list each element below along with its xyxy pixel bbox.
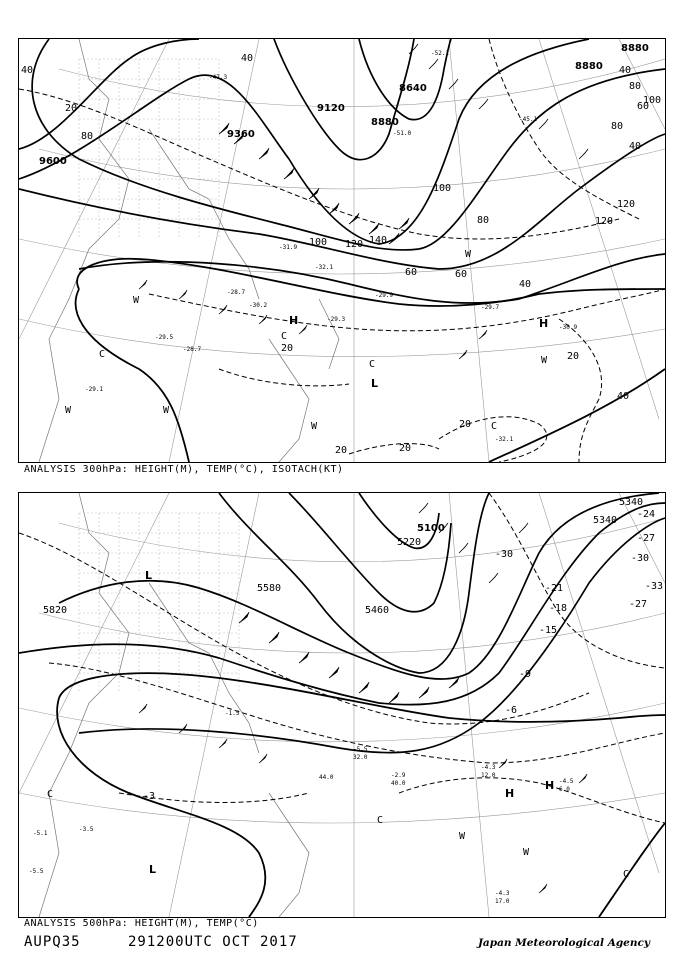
height-label: 8880 xyxy=(621,43,649,54)
isotherms xyxy=(19,493,665,823)
svg-text:-6: -6 xyxy=(505,705,518,716)
height-label: 5820 xyxy=(43,605,68,616)
svg-text:120: 120 xyxy=(345,239,364,250)
contour-5820-west xyxy=(57,698,265,917)
svg-text:-29.9: -29.9 xyxy=(375,292,394,299)
warm-center: W xyxy=(163,405,170,416)
isotach-40 xyxy=(77,259,665,306)
svg-text:-5.1: -5.1 xyxy=(33,830,48,837)
pressure-centers xyxy=(47,569,629,880)
svg-text:-3: -3 xyxy=(143,791,156,802)
svg-text:100: 100 xyxy=(433,183,452,194)
wind-barbs xyxy=(139,44,588,359)
warm-center: W xyxy=(465,249,472,260)
warm-center: W xyxy=(459,831,466,842)
svg-text:100: 100 xyxy=(643,95,662,106)
svg-text:40: 40 xyxy=(241,53,254,64)
warm-center: W xyxy=(65,405,72,416)
svg-text:40: 40 xyxy=(21,65,34,76)
svg-text:44.0: 44.0 xyxy=(319,774,334,781)
land-hatch xyxy=(79,513,239,693)
svg-text:-24: -24 xyxy=(637,509,656,520)
svg-text:20: 20 xyxy=(281,343,294,354)
svg-text:-52.1: -52.1 xyxy=(431,50,450,57)
chart-500hpa xyxy=(18,492,666,918)
svg-text:-5.5: -5.5 xyxy=(29,868,44,875)
svg-text:-32.1: -32.1 xyxy=(495,436,514,443)
svg-text:20: 20 xyxy=(567,351,580,362)
svg-text:-27: -27 xyxy=(637,533,656,544)
low-center: L xyxy=(371,377,379,390)
svg-text:-28.7: -28.7 xyxy=(183,346,202,353)
cold-center: C xyxy=(377,815,384,826)
svg-text:-4.3: -4.3 xyxy=(481,764,496,771)
isotach-40-west xyxy=(76,289,189,462)
height-label: 9120 xyxy=(317,103,345,114)
low-center: L xyxy=(145,569,153,582)
svg-text:120: 120 xyxy=(595,216,614,227)
pressure-centers xyxy=(65,249,548,432)
svg-text:-45.1: -45.1 xyxy=(519,116,538,123)
svg-text:-47.3: -47.3 xyxy=(209,74,228,81)
valid-time: 291200UTC OCT 2017 xyxy=(128,934,298,950)
svg-text:40: 40 xyxy=(617,391,630,402)
contour-labels xyxy=(21,43,661,456)
svg-text:-51.0: -51.0 xyxy=(393,130,412,137)
contour-5820 xyxy=(59,673,665,722)
svg-text:-28.7: -28.7 xyxy=(227,289,246,296)
svg-text:80: 80 xyxy=(629,81,642,92)
svg-text:-29.1: -29.1 xyxy=(85,386,104,393)
svg-text:-3.5: -3.5 xyxy=(79,826,94,833)
svg-text:120: 120 xyxy=(617,199,636,210)
high-center: H xyxy=(289,314,299,327)
height-label: 9360 xyxy=(227,129,255,140)
height-label: 5340 xyxy=(619,497,644,508)
svg-text:-30.2: -30.2 xyxy=(249,302,268,309)
svg-text:-4.3: -4.3 xyxy=(495,890,510,897)
cold-center: C xyxy=(47,789,54,800)
height-label: 8880 xyxy=(575,61,603,72)
svg-text:17.0: 17.0 xyxy=(495,898,510,905)
svg-text:-5.5: -5.5 xyxy=(353,746,368,753)
chart-300hpa xyxy=(18,38,666,463)
warm-center: W xyxy=(541,355,548,366)
cold-center: C xyxy=(281,331,288,342)
svg-text:20: 20 xyxy=(65,103,78,114)
cold-center: C xyxy=(99,349,106,360)
svg-text:40.0: 40.0 xyxy=(391,780,406,787)
svg-text:60: 60 xyxy=(405,267,418,278)
height-label: 5460 xyxy=(365,605,390,616)
warm-center: W xyxy=(133,295,140,306)
svg-text:-27: -27 xyxy=(629,599,648,610)
svg-text:-2.9: -2.9 xyxy=(391,772,406,779)
svg-text:12.0: 12.0 xyxy=(481,772,496,779)
high-center: H xyxy=(545,779,555,792)
svg-text:80: 80 xyxy=(81,131,94,142)
svg-text:60: 60 xyxy=(455,269,468,280)
isotach-40-east xyxy=(489,369,665,462)
map-300hpa xyxy=(19,39,665,462)
caption-500hpa: ANALYSIS 500hPa: HEIGHT(M), TEMP(°C) xyxy=(24,918,259,929)
svg-text:-29.7: -29.7 xyxy=(481,304,500,311)
svg-text:40: 40 xyxy=(519,279,532,290)
svg-text:140: 140 xyxy=(369,235,388,246)
svg-text:-30: -30 xyxy=(495,549,514,560)
svg-text:-29.5: -29.5 xyxy=(155,334,174,341)
caption-300hpa: ANALYSIS 300hPa: HEIGHT(M), TEMP(°C), ISOTACH(KT) xyxy=(24,464,344,475)
product-code: AUPQ35 xyxy=(24,934,81,950)
svg-text:-1.5: -1.5 xyxy=(225,710,240,717)
svg-text:20: 20 xyxy=(399,443,412,454)
height-label: 5340 xyxy=(593,515,618,526)
svg-text:-31.9: -31.9 xyxy=(279,244,298,251)
cold-center: C xyxy=(623,869,630,880)
cold-center: C xyxy=(369,359,376,370)
svg-text:40: 40 xyxy=(619,65,632,76)
station-obs xyxy=(29,710,574,905)
contour-5820-east xyxy=(599,823,665,917)
height-label: 5100 xyxy=(417,523,445,534)
svg-text:-29.3: -29.3 xyxy=(327,316,346,323)
svg-text:20: 20 xyxy=(335,445,348,456)
svg-text:60: 60 xyxy=(637,101,650,112)
height-contours xyxy=(19,493,665,753)
svg-text:-9: -9 xyxy=(519,669,532,680)
svg-text:-33: -33 xyxy=(645,581,664,592)
isotherm-label: -15 xyxy=(539,625,558,636)
high-center: H xyxy=(539,317,549,330)
low-center: L xyxy=(149,863,157,876)
map-500hpa xyxy=(19,493,665,917)
warm-center: W xyxy=(311,421,318,432)
agency-name: Japan Meteorological Agency xyxy=(477,937,650,949)
svg-text:32.0: 32.0 xyxy=(353,754,368,761)
height-label: 8880 xyxy=(371,117,399,128)
height-label: 8640 xyxy=(399,83,427,94)
svg-text:20: 20 xyxy=(459,419,472,430)
svg-text:6.0: 6.0 xyxy=(559,786,570,793)
svg-text:80: 80 xyxy=(477,215,490,226)
coastline xyxy=(39,493,309,917)
height-label: 9600 xyxy=(39,156,67,167)
high-center: H xyxy=(505,787,515,800)
svg-text:40: 40 xyxy=(629,141,642,152)
isotherm-label: -18 xyxy=(549,603,568,614)
height-label: 5580 xyxy=(257,583,282,594)
svg-text:-30: -30 xyxy=(631,553,650,564)
svg-text:-32.1: -32.1 xyxy=(315,264,334,271)
height-label: 5220 xyxy=(397,537,422,548)
svg-text:-30.9: -30.9 xyxy=(559,324,578,331)
height-contours xyxy=(19,39,665,303)
graticule xyxy=(19,493,665,917)
svg-text:-4.5: -4.5 xyxy=(559,778,574,785)
cold-center: C xyxy=(491,421,498,432)
warm-center: W xyxy=(523,847,530,858)
svg-text:-21: -21 xyxy=(545,583,564,594)
svg-text:80: 80 xyxy=(611,121,624,132)
svg-text:100: 100 xyxy=(309,237,328,248)
